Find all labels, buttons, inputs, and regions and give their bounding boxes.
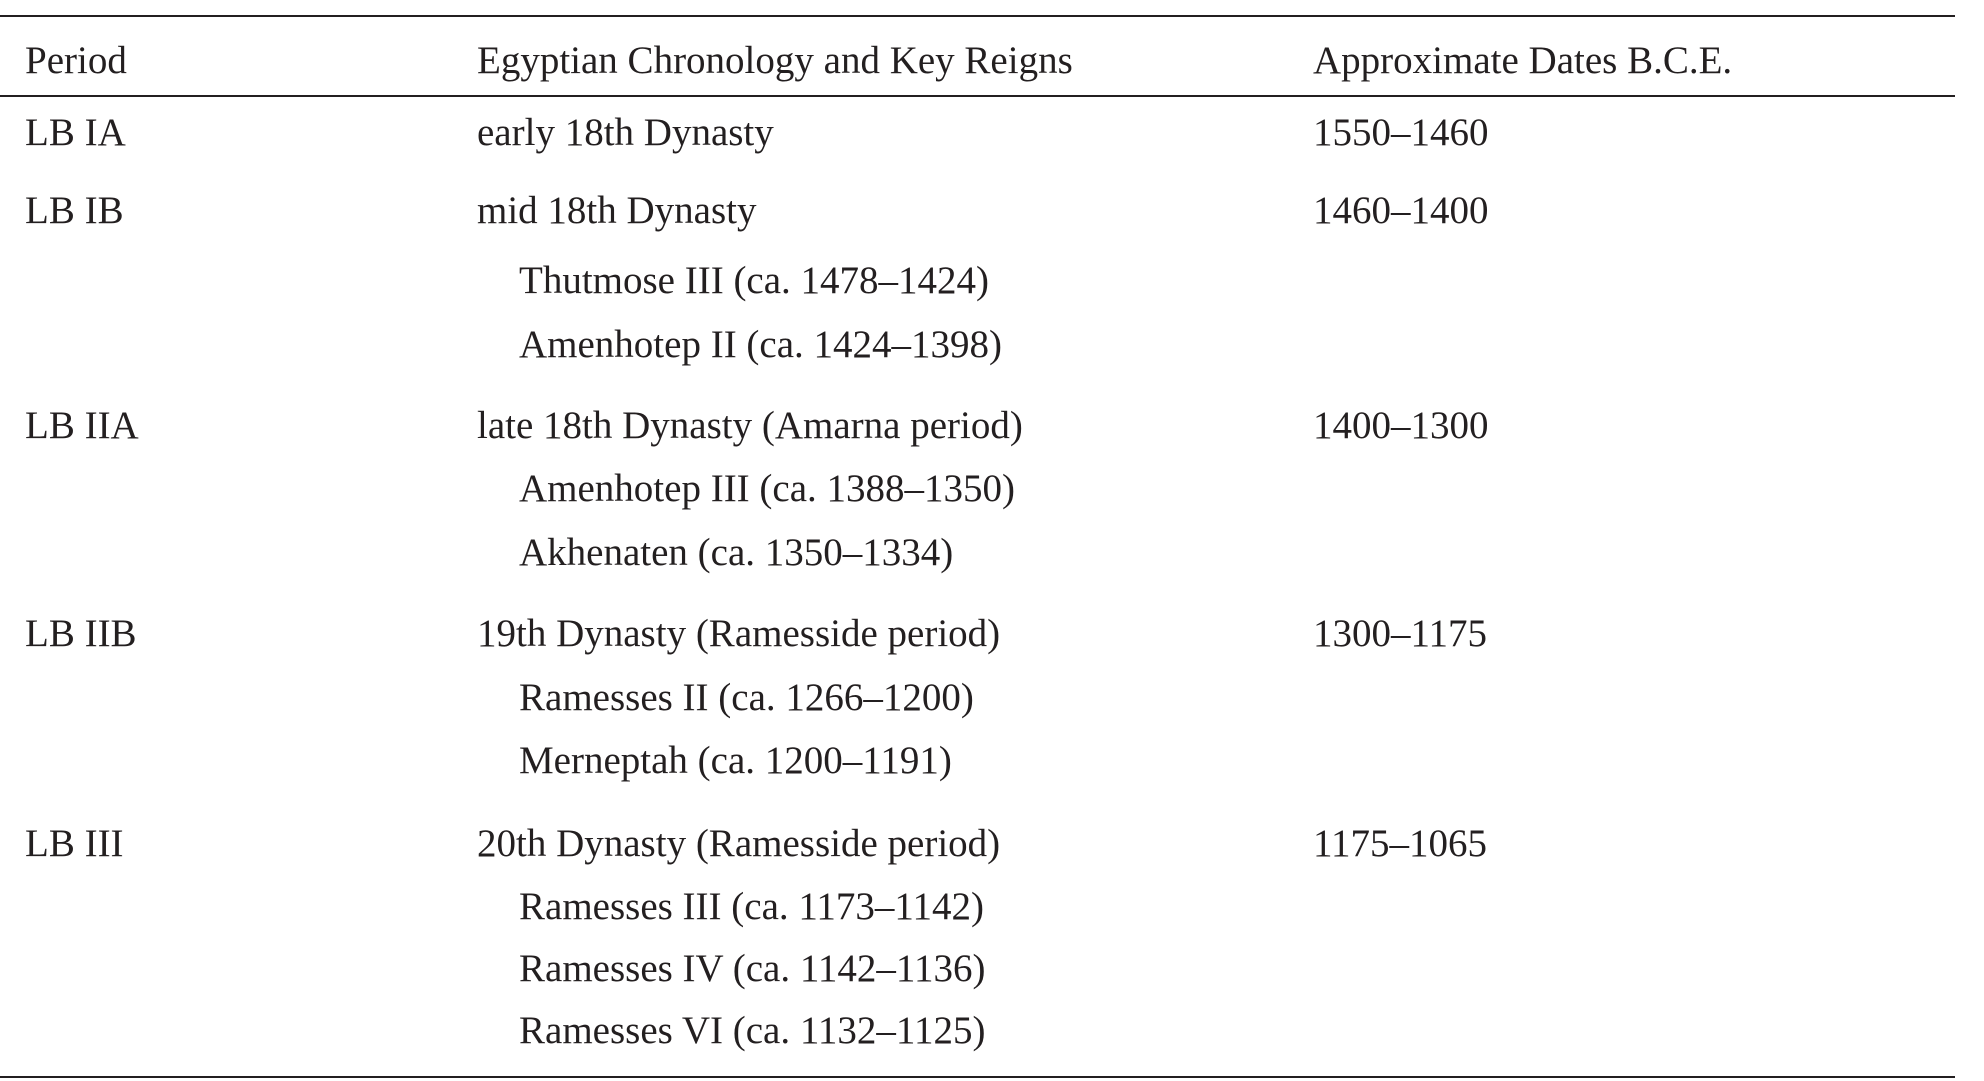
row-chronology: late 18th Dynasty (Amarna period) (477, 404, 1023, 447)
reign-entry: Ramesses VI (ca. 1132–1125) (519, 1009, 986, 1052)
header-rule (0, 95, 1955, 97)
table-bottom-rule (0, 1076, 1955, 1078)
table-top-rule (0, 15, 1955, 17)
row-dates: 1460–1400 (1313, 189, 1489, 232)
row-period: LB IIB (25, 612, 137, 655)
row-chronology: mid 18th Dynasty (477, 189, 757, 232)
row-period: LB IIA (25, 404, 139, 447)
row-period: LB III (25, 822, 124, 865)
reign-entry: Amenhotep III (ca. 1388–1350) (519, 467, 1016, 510)
reign-entry: Amenhotep II (ca. 1424–1398) (519, 323, 1003, 366)
row-dates: 1175–1065 (1313, 822, 1488, 865)
row-dates: 1400–1300 (1313, 404, 1489, 447)
reign-entry: Merneptah (ca. 1200–1191) (519, 739, 952, 782)
header-chronology: Egyptian Chronology and Key Reigns (477, 39, 1073, 82)
row-dates: 1300–1175 (1313, 612, 1488, 655)
row-period: LB IB (25, 189, 124, 232)
row-chronology: 20th Dynasty (Ramesside period) (477, 822, 1001, 865)
reign-entry: Ramesses IV (ca. 1142–1136) (519, 947, 986, 990)
reign-entry: Akhenaten (ca. 1350–1334) (519, 531, 954, 574)
reign-entry: Ramesses III (ca. 1173–1142) (519, 885, 984, 928)
row-period: LB IA (25, 111, 126, 154)
header-period: Period (25, 39, 127, 82)
row-chronology: 19th Dynasty (Ramesside period) (477, 612, 1001, 655)
reign-entry: Ramesses II (ca. 1266–1200) (519, 676, 974, 719)
reign-entry: Thutmose III (ca. 1478–1424) (519, 259, 990, 302)
row-chronology: early 18th Dynasty (477, 111, 774, 154)
header-dates: Approximate Dates B.C.E. (1313, 39, 1733, 82)
row-dates: 1550–1460 (1313, 111, 1489, 154)
